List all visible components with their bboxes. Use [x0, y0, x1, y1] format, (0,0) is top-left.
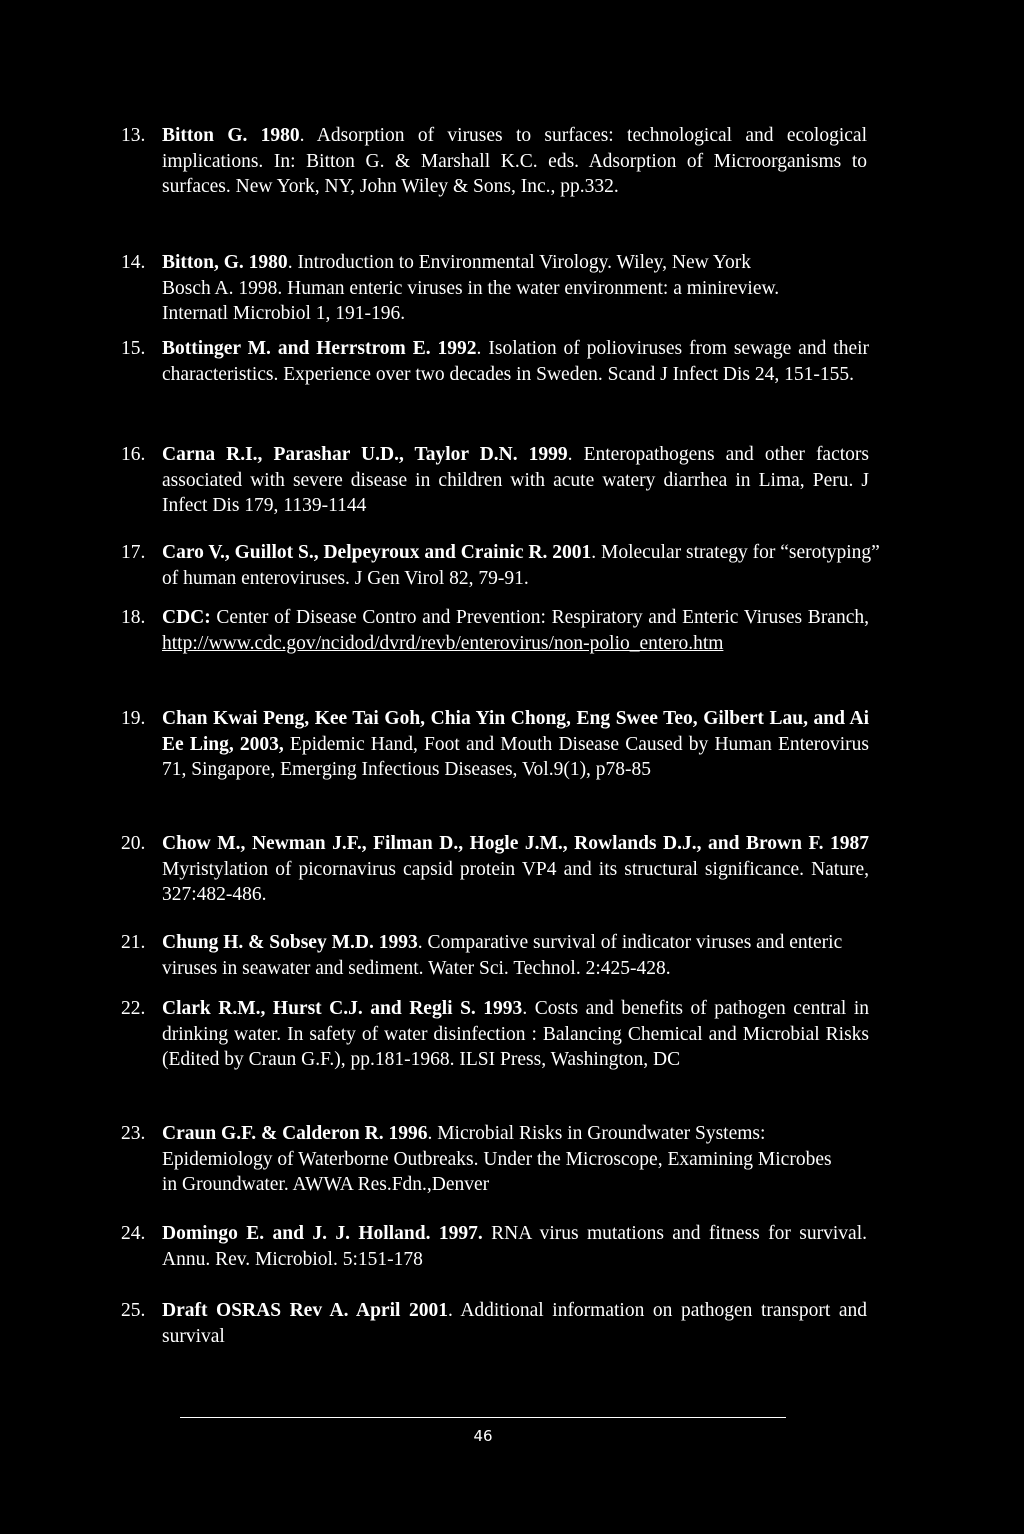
reference-body — [162, 605, 869, 656]
reference-number: 22. — [121, 998, 146, 1019]
reference-text: . Adsorption of viruses to surfaces: technological and ecological implications. In: Bitton G. & Marshall K.C. eds. Adsorption of Microorganisms to surfaces. New York, NY, John Wiley & Sons, Inc., pp.332. — [162, 125, 867, 197]
reference-21 — [121, 930, 869, 981]
reference-authors: Bitton G. 1980 — [162, 125, 300, 146]
reference-15 — [121, 336, 869, 387]
reference-body — [162, 442, 869, 519]
reference-17 — [121, 540, 880, 591]
reference-text: . Molecular strategy for “serotyping” of human enteroviruses. J Gen Virol 82, 79-91. — [162, 542, 880, 589]
reference-text: . Additional information on pathogen transport and survival — [162, 1300, 867, 1347]
reference-20 — [121, 831, 869, 908]
reference-authors: Chan Kwai Peng, Kee Tai Goh, Chia Yin Chong, Eng Swee Teo, Gilbert Lau, and Ai Ee Ling, 2003, — [162, 708, 869, 755]
reference-authors: CDC: — [162, 607, 211, 628]
reference-text: . Costs and benefits of pathogen central in drinking water. In safety of water disinfection : Balancing Chemical and Microbial Risks (Edited by Craun G.F.), pp.181-1968. ILSI Press, Washington, DC — [162, 998, 869, 1070]
reference-number: 14. — [121, 252, 146, 273]
reference-text: . Introduction to Environmental Virology. Wiley, New York Bosch A. 1998. Human enteric viruses in the water environment: a minireview. Internatl Microbiol 1, 191-196. — [162, 252, 780, 324]
reference-25 — [121, 1298, 869, 1349]
reference-text: . Comparative survival of indicator viruses and enteric viruses in seawater and sediment. Water Sci. Technol. 2:425-428. — [162, 932, 843, 979]
reference-body — [162, 831, 869, 908]
reference-body — [162, 930, 872, 981]
reference-authors: Clark R.M., Hurst C.J. and Regli S. 1993 — [162, 998, 523, 1019]
reference-authors: Chow M., Newman J.F., Filman D., Hogle J.M., Rowlands D.J., and Brown F. 1987 — [162, 833, 869, 854]
reference-body — [162, 996, 869, 1073]
reference-16 — [121, 442, 869, 519]
reference-18 — [121, 605, 869, 656]
reference-number: 23. — [121, 1123, 146, 1144]
reference-body — [162, 706, 869, 783]
reference-22 — [121, 996, 869, 1073]
reference-text: . Isolation of polioviruses from sewage and their characteristics. Experience over two decades in Sweden. Scand J Infect Dis 24, 151-155. — [162, 338, 870, 385]
reference-body — [162, 1221, 867, 1272]
reference-body — [162, 1298, 867, 1349]
reference-url-link[interactable]: http://www.cdc.gov/ncidod/dvrd/revb/enterovirus/non-polio_entero.htm — [162, 632, 724, 654]
reference-authors: Carna R.I., Parashar U.D., Taylor D.N. 1999 — [162, 444, 568, 465]
reference-number: 24. — [121, 1223, 146, 1244]
reference-14 — [121, 250, 869, 327]
reference-text: Center of Disease Contro and Prevention: Respiratory and Enteric Viruses Branch, — [210, 607, 869, 628]
reference-authors: Domingo E. and J. J. Holland. 1997. — [162, 1223, 483, 1244]
reference-number: 13. — [121, 125, 146, 146]
reference-number: 16. — [121, 444, 146, 465]
reference-text: Myristylation of picornavirus capsid protein VP4 and its structural significance. Nature, 327:482-486. — [162, 858, 869, 905]
reference-body — [162, 336, 869, 387]
reference-body — [162, 123, 867, 200]
reference-number: 18. — [121, 607, 146, 628]
reference-body — [162, 540, 882, 591]
reference-24 — [121, 1221, 869, 1272]
reference-23 — [121, 1121, 869, 1198]
reference-authors: Caro V., Guillot S., Delpeyroux and Crainic R. 2001 — [162, 542, 592, 563]
reference-body — [162, 250, 802, 327]
reference-text: . Enteropathogens and other factors associated with severe disease in children with acute watery diarrhea in Lima, Peru. J Infect Dis 179, 1139-1144 — [162, 444, 869, 516]
reference-number: 25. — [121, 1300, 146, 1321]
footer-divider — [180, 1417, 786, 1418]
reference-authors: Bottinger M. and Herrstrom E. 1992 — [162, 338, 477, 359]
reference-text: Epidemic Hand, Foot and Mouth Disease Caused by Human Enterovirus 71, Singapore, Emerging Infectious Diseases, Vol.9(1), p78-85 — [162, 733, 869, 780]
page-number: 46 — [473, 1427, 493, 1445]
reference-text: . Microbial Risks in Groundwater Systems: Epidemiology of Waterborne Outbreaks. Under the Microscope, Examining Microbes in Groundwater. AWWA Res.Fdn.,Denver — [162, 1123, 832, 1195]
reference-number: 17. — [121, 542, 146, 563]
reference-13 — [121, 123, 869, 200]
reference-number: 21. — [121, 932, 146, 953]
reference-authors: Craun G.F. & Calderon R. 1996 — [162, 1123, 428, 1144]
reference-number: 19. — [121, 708, 146, 729]
reference-authors: Chung H. & Sobsey M.D. 1993 — [162, 932, 418, 953]
reference-19 — [121, 706, 869, 783]
reference-body — [162, 1121, 842, 1198]
reference-number: 20. — [121, 833, 146, 854]
reference-text: RNA virus mutations and fitness for survival. Annu. Rev. Microbiol. 5:151-178 — [162, 1223, 867, 1270]
reference-number: 15. — [121, 338, 146, 359]
reference-authors: Bitton, G. 1980 — [162, 252, 288, 273]
reference-authors: Draft OSRAS Rev A. April 2001 — [162, 1300, 448, 1321]
